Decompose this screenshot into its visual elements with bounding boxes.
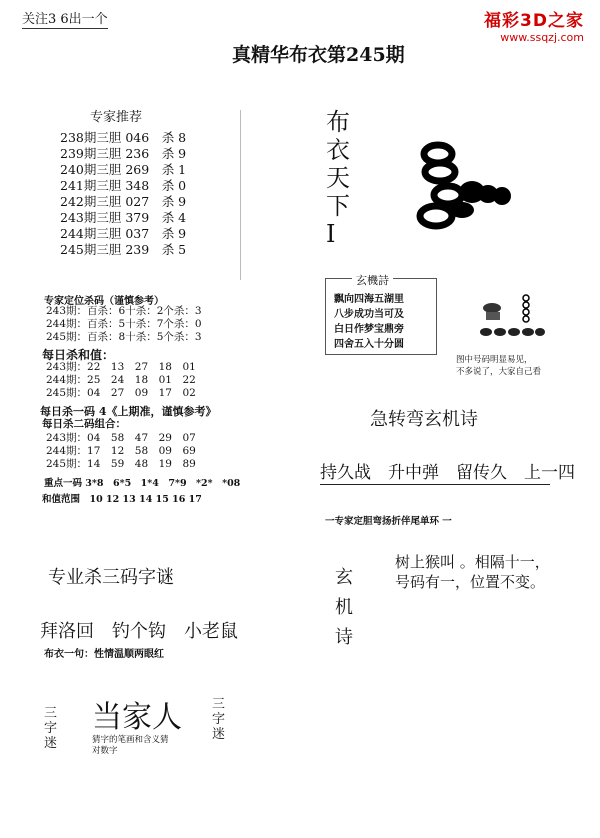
kill-one-title: 每日杀一码 4《上期准，谨慎参考》 [40, 405, 217, 418]
expert-row: 244期三胆 037 杀 9 [60, 226, 187, 241]
kill-two-row: 243期：04 58 47 29 07 [46, 432, 196, 444]
riddle-label-char: 字 [44, 721, 58, 736]
riddle-note-line: 猜字的笔画和含义猜 [92, 735, 169, 745]
kill-sum-row: 243期：22 13 27 18 01 [46, 361, 196, 373]
expert-row: 238期三胆 046 杀 8 [60, 130, 187, 145]
expert-list [60, 130, 186, 258]
kill-two-row: 244期：17 12 58 09 69 [46, 445, 196, 457]
riddle-words: 拜洛回 钓个钩 小老鼠 [40, 621, 238, 642]
follow-note: 关注3 6出一个 [22, 8, 108, 29]
poem-line: 四舍五入十分圆 [334, 339, 404, 350]
three-char-riddle-right [212, 697, 225, 742]
expert-row: 239期三胆 236 杀 9 [60, 146, 187, 161]
riddle-label-char: 迷 [44, 736, 58, 751]
buyi-char: 天 [326, 164, 350, 192]
kill-sum-row: 245期：04 27 09 17 02 [46, 387, 196, 399]
xuanji-title: 玄機詩 [352, 272, 393, 288]
riddle-note [92, 735, 169, 757]
poem-line: 树上猴叫 。相隔十一， [395, 553, 550, 571]
riddle-label-char: 三 [212, 697, 226, 712]
riddle-poem-title: 急转弯玄机诗 [370, 409, 478, 430]
tail-line: 一专家定胆弯扬折伴尾单环 一 [325, 516, 452, 527]
position-row: 244期：百杀：5十杀：7个杀：0 [46, 318, 202, 330]
brand-logo[interactable] [484, 6, 584, 44]
poem-line: 号码有一，位置不变。 [395, 573, 546, 591]
sum-range: 和值范围 10 12 13 14 15 16 17 [42, 494, 202, 505]
objects-image [476, 292, 546, 342]
three-char-riddle-left [44, 706, 57, 751]
image-note-line: 不多说了，大家自己看 [456, 367, 542, 377]
riddle-title: 专业杀三码字谜 [48, 567, 174, 588]
buyi-char: 布 [326, 108, 350, 136]
vertical-char: 诗 [335, 627, 353, 648]
riddle-label-char: 三 [44, 706, 58, 721]
position-list [46, 305, 202, 344]
expert-row: 245期三胆 239 杀 5 [60, 242, 187, 257]
kill-two-title: 每日杀二码组合： [42, 418, 126, 430]
key-one-code: 重点一码 3*8 6*5 1*4 7*9 *2* *08 [44, 478, 241, 489]
kill-two-row: 245期：14 59 48 19 89 [46, 458, 196, 470]
image-note-line: 图中号码明显易见， [456, 355, 533, 365]
monkey-poem [395, 552, 550, 592]
expert-row: 243期三胆 379 杀 4 [60, 210, 187, 225]
xuanji-vertical [335, 563, 353, 653]
divider [320, 484, 550, 485]
brand-name: 福彩3D之家 [484, 11, 584, 31]
image-note [456, 354, 541, 378]
poem-line: 八步成功当可及 [334, 309, 404, 320]
issue-title: 真精华布衣第245期 [232, 44, 405, 66]
position-title: 专家定位杀码（谨慎参考） [44, 296, 164, 307]
brand-url: www.ssqzj.com [500, 31, 584, 44]
expert-title: 专家推荐 [90, 110, 143, 125]
poem-line: 白日作梦宝鼎旁 [334, 324, 404, 335]
expert-row: 242期三胆 027 杀 9 [60, 194, 187, 209]
position-row: 245期：百杀：8十杀：5个杀：3 [46, 331, 202, 343]
vertical-char: 机 [335, 597, 353, 618]
expert-row: 241期三胆 348 杀 0 [60, 178, 187, 193]
position-row: 243期：百杀：6十杀：2个杀：3 [46, 305, 202, 317]
chijiu-line: 持久战 升中弹 留传久 上一四 [320, 463, 575, 483]
vertical-char: 玄 [335, 567, 353, 588]
riddle-label-char: 迷 [212, 727, 226, 742]
poem-line: 飘向四海五湖里 [334, 294, 404, 305]
expert-row: 240期三胆 269 杀 1 [60, 162, 187, 177]
kill-sum-row: 244期：25 24 18 01 22 [46, 374, 196, 386]
buyi-char: 衣 [326, 136, 350, 164]
buyi-vertical-title [326, 108, 350, 248]
kill-sum-list [46, 361, 196, 400]
kill-sum-title: 每日杀和值： [42, 348, 115, 362]
riddle-hint: 布衣一句：性情温顺两眼红 [44, 649, 164, 660]
riddle-note-line: 对数字 [92, 746, 118, 756]
xuanji-poem [334, 292, 404, 352]
buyi-char: 下 [326, 192, 350, 220]
number-shapes-image [410, 140, 520, 235]
buyi-char: I [326, 220, 336, 248]
big-riddle-word: 当家人 [92, 700, 182, 735]
kill-two-list [46, 432, 196, 471]
riddle-label-char: 字 [212, 712, 226, 727]
